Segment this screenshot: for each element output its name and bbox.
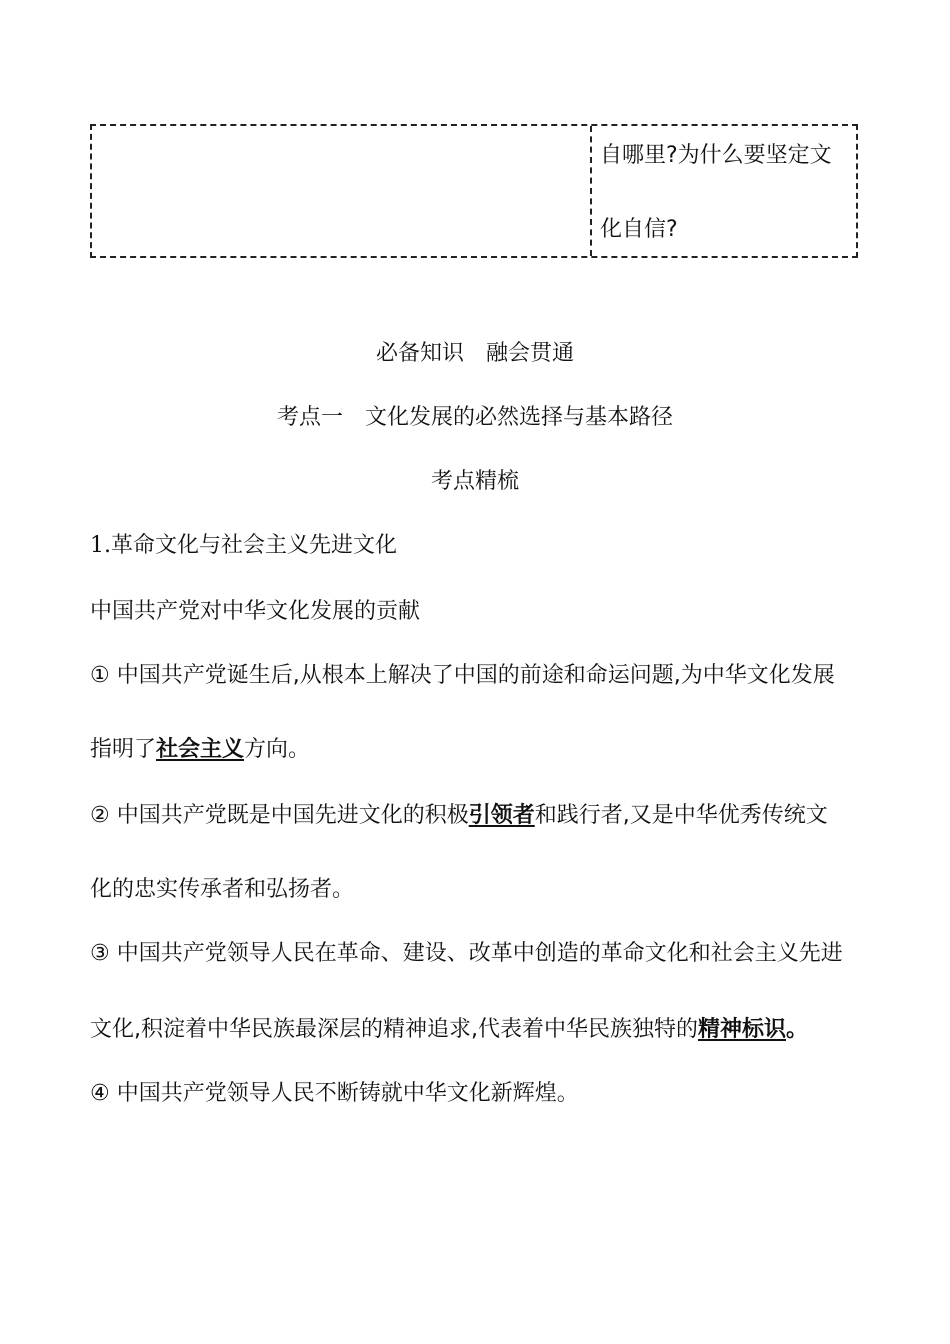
item-1-title-text: 革命文化与社会主义先进文化 [111, 533, 398, 558]
paragraph-2-suffix: 和践行者,又是中华优秀传统文 [534, 803, 828, 828]
keyword-socialism: 社会主义 [156, 737, 245, 762]
keyword-leader: 引领者 [468, 803, 535, 828]
section-heading: 必备知识 融会贯通 [375, 341, 574, 366]
paragraph-2-line-2: 化的忠实传承者和弘扬者。 [90, 877, 355, 902]
contribution-subtitle: 中国共产党对中华文化发展的贡献 [90, 599, 421, 624]
paragraph-2-prefix: ② 中国共产党既是中国先进文化的积极 [90, 803, 469, 828]
sub-heading: 考点精梳 [430, 469, 519, 494]
topic-heading: 考点一 文化发展的必然选择与基本路径 [276, 405, 673, 430]
paragraph-4: ④ 中国共产党领导人民不断铸就中华文化新辉煌。 [90, 1081, 579, 1106]
paragraph-3-line-2 [90, 1012, 808, 1043]
paragraph-3-line-1: ③ 中国共产党领导人民在革命、建设、改革中创造的革命文化和社会主义先进 [90, 941, 843, 966]
table-question-line-1: 自哪里?为什么要坚定文 [600, 143, 832, 168]
table-cell-question [592, 126, 856, 256]
paragraph-1-prefix: 指明了 [90, 737, 157, 762]
paragraph-1-line-2 [90, 732, 310, 763]
table-question-line-2: 化自信? [600, 217, 678, 242]
paragraph-1-suffix: 方向。 [244, 737, 311, 762]
continuation-table [90, 124, 858, 258]
paragraph-2-line-1 [90, 798, 828, 829]
item-1-number: 1. [90, 533, 111, 558]
paragraph-3-suffix: 。 [786, 1017, 809, 1042]
paragraph-3-prefix: 文化,积淀着中华民族最深层的精神追求,代表着中华民族独特的 [90, 1017, 698, 1042]
paragraph-1-line-1: ① 中国共产党诞生后,从根本上解决了中国的前途和命运问题,为中华文化发展 [90, 663, 835, 688]
table-cell-empty [92, 126, 592, 256]
keyword-spiritual-identity: 精神标识 [698, 1017, 787, 1042]
item-1-title [90, 528, 397, 559]
